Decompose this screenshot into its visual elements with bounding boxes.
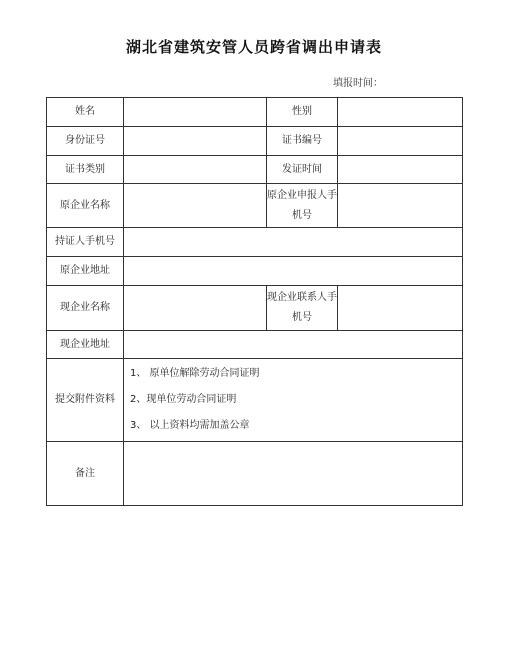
attachment-item-2: 2、现单位劳动合同证明	[130, 394, 237, 405]
curr-company-address-label: 现企业地址	[47, 331, 124, 359]
holder-phone-field[interactable]	[124, 228, 463, 257]
issue-date-label: 发证时间	[267, 156, 338, 184]
id-card-label: 身份证号	[47, 127, 124, 156]
page-title: 湖北省建筑安管人员跨省调出申请表	[125, 38, 382, 56]
table-row	[47, 184, 463, 228]
fill-date-label: 填报时间：	[333, 78, 383, 89]
table-row	[47, 331, 463, 359]
table-row	[47, 257, 463, 286]
orig-company-address-field[interactable]	[124, 257, 463, 286]
remarks-field[interactable]	[124, 442, 463, 506]
name-field[interactable]	[124, 98, 267, 127]
attachments-cell	[124, 359, 463, 442]
curr-company-address-field[interactable]	[124, 331, 463, 359]
table-row	[47, 127, 463, 156]
table-row	[47, 228, 463, 257]
issue-date-field[interactable]	[338, 156, 463, 184]
application-form-table	[46, 97, 463, 506]
gender-field[interactable]	[338, 98, 463, 127]
orig-company-name-field[interactable]	[124, 184, 267, 228]
orig-company-name-label: 原企业名称	[47, 184, 124, 228]
cert-type-field[interactable]	[124, 156, 267, 184]
table-row	[47, 442, 463, 506]
cert-type-label: 证书类别	[47, 156, 124, 184]
cert-number-field[interactable]	[338, 127, 463, 156]
table-row	[47, 359, 463, 442]
curr-company-phone-field[interactable]	[338, 286, 463, 331]
cert-number-label: 证书编号	[267, 127, 338, 156]
curr-company-name-field[interactable]	[124, 286, 267, 331]
attachments-label: 提交附件资料	[47, 359, 124, 442]
curr-company-name-label: 现企业名称	[47, 286, 124, 331]
gender-label: 性别	[267, 98, 338, 127]
attachment-list	[124, 359, 462, 441]
holder-phone-label: 持证人手机号	[47, 228, 124, 257]
orig-company-phone-field[interactable]	[338, 184, 463, 228]
orig-company-address-label: 原企业地址	[47, 257, 124, 286]
name-label: 姓名	[47, 98, 124, 127]
table-row	[47, 98, 463, 127]
curr-company-phone-label: 现企业联系人手机号	[267, 286, 338, 331]
remarks-label: 备注	[47, 442, 124, 506]
table-row	[47, 156, 463, 184]
attachment-item-1: 1、 原单位解除劳动合同证明	[130, 368, 260, 379]
orig-company-phone-label: 原企业申报人手机号	[267, 184, 338, 228]
table-row	[47, 286, 463, 331]
attachment-item-3: 3、 以上资料均需加盖公章	[130, 420, 250, 431]
id-card-field[interactable]	[124, 127, 267, 156]
